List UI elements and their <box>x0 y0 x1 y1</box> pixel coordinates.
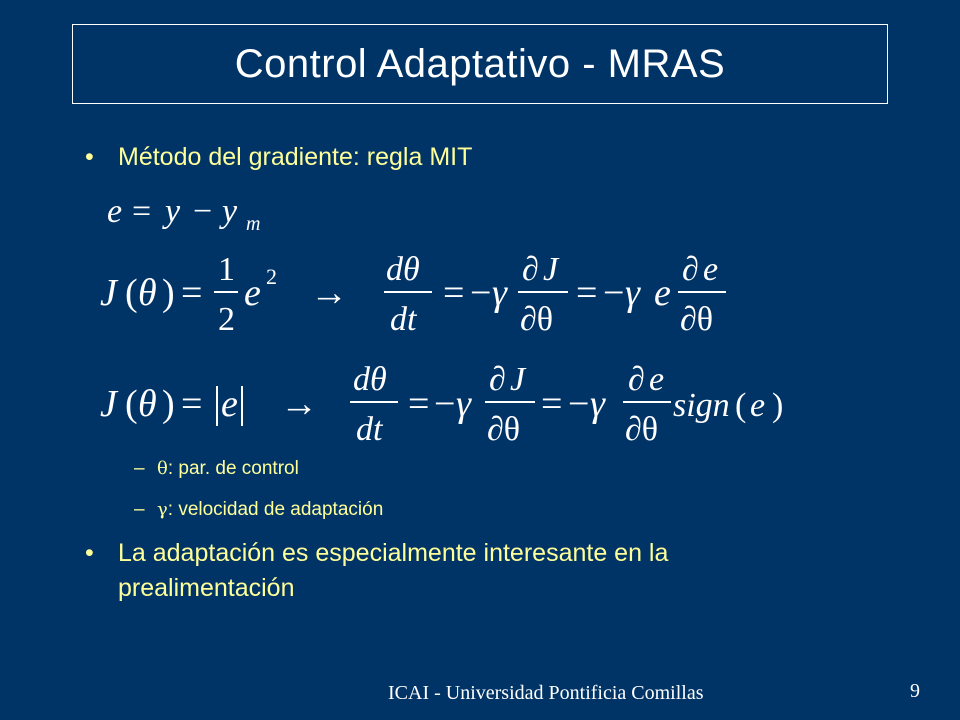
svg-text:→: → <box>280 383 318 425</box>
bullet-marker: • <box>85 143 94 171</box>
svg-text:e: e <box>221 383 238 425</box>
svg-text:∂: ∂ <box>628 361 645 398</box>
svg-text:−: − <box>434 383 456 425</box>
bullet-text-line-2: prealimentación <box>118 574 295 602</box>
svg-text:): ) <box>162 383 175 425</box>
svg-text:∂: ∂ <box>522 251 539 288</box>
svg-text:e: e <box>654 272 671 314</box>
svg-text:): ) <box>772 387 784 424</box>
svg-text:J: J <box>510 361 526 398</box>
equation-error-definition <box>107 193 260 235</box>
svg-text:→: → <box>310 272 348 314</box>
svg-text:−: − <box>193 193 213 230</box>
svg-text:(: ( <box>735 387 747 424</box>
svg-text:(: ( <box>125 383 138 425</box>
svg-text:e: e <box>244 272 261 314</box>
svg-text:∂θ: ∂θ <box>520 301 554 338</box>
svg-text:=: = <box>576 272 598 314</box>
svg-text:2: 2 <box>218 301 235 338</box>
svg-text:dt: dt <box>390 301 417 338</box>
bullet-marker: • <box>85 539 94 567</box>
sub-bullet-theta <box>134 458 299 480</box>
svg-text:1: 1 <box>218 251 235 288</box>
svg-text:−: − <box>603 272 625 314</box>
sub-marker: – <box>134 458 145 479</box>
svg-text:γ: γ <box>590 383 605 425</box>
sub-bullet-text: : par. de control <box>167 458 299 479</box>
svg-text:dθ: dθ <box>386 251 420 288</box>
svg-text:−: − <box>568 383 590 425</box>
sub-bullet-gamma <box>134 499 384 521</box>
equation-quadratic-cost <box>100 251 726 338</box>
slide-title: Control Adaptativo - MRAS <box>234 41 726 86</box>
svg-text:2: 2 <box>266 264 277 289</box>
svg-text:∂: ∂ <box>682 251 699 288</box>
svg-text:e: e <box>703 251 719 288</box>
svg-text:y: y <box>165 193 181 230</box>
svg-text:=: = <box>408 383 430 425</box>
svg-text:J: J <box>100 272 117 314</box>
svg-text:J: J <box>100 383 117 425</box>
svg-text:e: e <box>750 387 766 424</box>
sub-bullet-text: : velocidad de adaptación <box>167 499 384 520</box>
svg-text:=: = <box>181 272 203 314</box>
svg-text:∂θ: ∂θ <box>680 301 714 338</box>
svg-text:∂: ∂ <box>489 361 506 398</box>
svg-text:=: = <box>541 383 563 425</box>
svg-text:θ: θ <box>138 383 157 425</box>
theta-symbol: θ <box>157 458 168 479</box>
svg-text:y: y <box>222 193 238 230</box>
gamma-symbol: γ <box>157 499 168 520</box>
equation-absolute-cost <box>100 361 783 448</box>
svg-text:∂θ: ∂θ <box>625 411 659 448</box>
svg-text:(: ( <box>125 272 138 314</box>
svg-text:sign: sign <box>673 387 730 424</box>
svg-text:m: m <box>246 213 261 235</box>
svg-text:J: J <box>543 251 559 288</box>
svg-text:e: e <box>107 193 123 230</box>
footer-institution: ICAI - Universidad Pontificia Comillas <box>388 682 704 704</box>
bullet-feedforward <box>85 536 669 606</box>
svg-text:∂θ: ∂θ <box>487 411 521 448</box>
svg-text:θ: θ <box>138 272 157 314</box>
svg-text:e: e <box>649 361 665 398</box>
svg-text:=: = <box>443 272 465 314</box>
page-number: 9 <box>910 680 920 702</box>
svg-text:=: = <box>132 193 152 230</box>
sub-marker: – <box>134 499 145 520</box>
svg-text:dt: dt <box>356 411 383 448</box>
svg-text:γ: γ <box>625 272 640 314</box>
svg-text:=: = <box>181 383 203 425</box>
svg-text:): ) <box>162 272 175 314</box>
svg-text:−: − <box>470 272 492 314</box>
bullet-text: Método del gradiente: regla MIT <box>118 143 473 171</box>
bullet-text-line-1: La adaptación es especialmente interesante en la <box>118 539 669 567</box>
svg-text:γ: γ <box>456 383 471 425</box>
svg-text:γ: γ <box>492 272 507 314</box>
svg-text:dθ: dθ <box>353 361 387 398</box>
